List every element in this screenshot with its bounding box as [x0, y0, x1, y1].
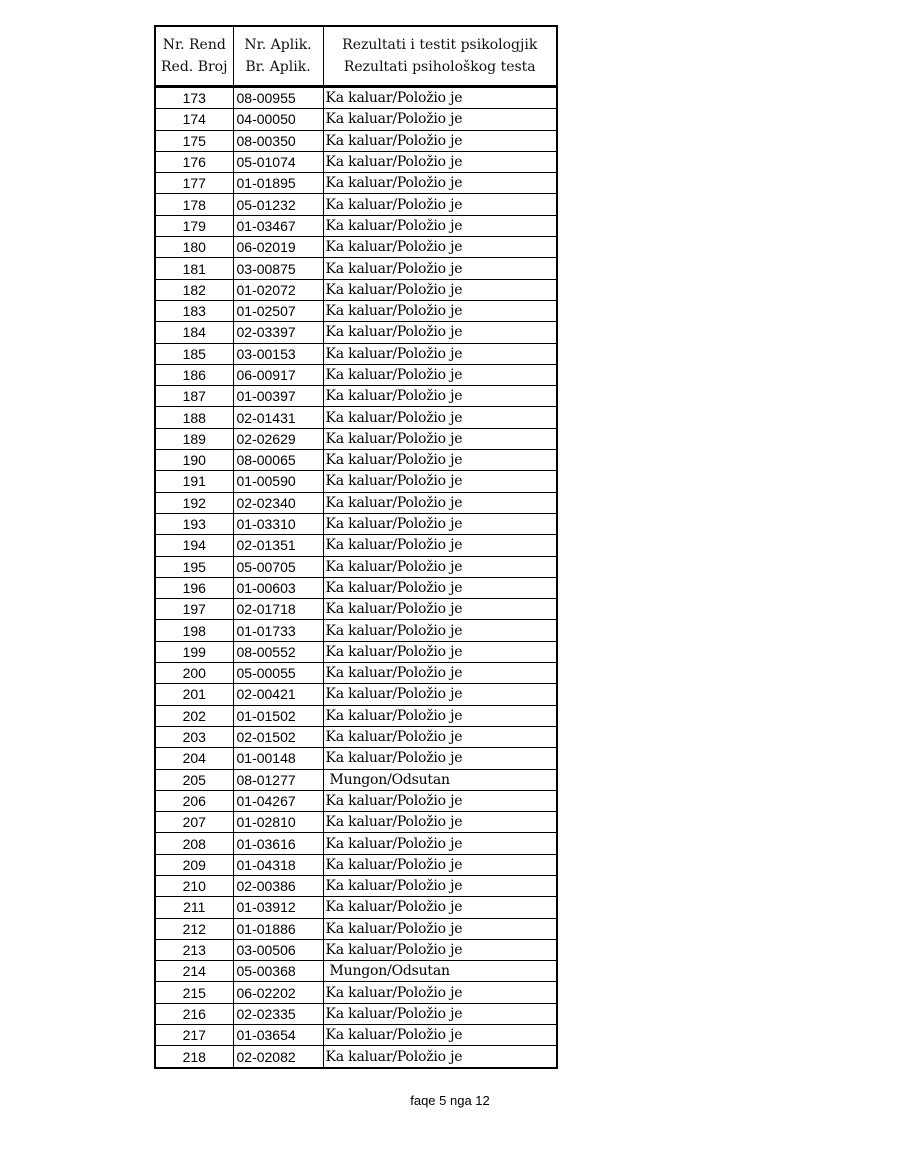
- table-row: [155, 833, 557, 854]
- test-result-cell: Ka kaluar/Položio je: [323, 386, 557, 407]
- test-result-cell: Ka kaluar/Položio je: [323, 854, 557, 875]
- application-number-cell: 02-02082: [233, 1046, 323, 1068]
- application-number-cell: 01-01502: [233, 705, 323, 726]
- row-number-cell: 180: [155, 237, 233, 258]
- row-number-cell: 176: [155, 151, 233, 172]
- test-result-cell: Mungon/Odsutan: [323, 769, 557, 790]
- application-number-cell: 08-00552: [233, 641, 323, 662]
- table-row: [155, 407, 557, 428]
- application-number-cell: 01-03616: [233, 833, 323, 854]
- application-number-cell: 02-02340: [233, 492, 323, 513]
- test-result-cell: Ka kaluar/Položio je: [323, 684, 557, 705]
- table-row: [155, 386, 557, 407]
- application-number-cell: 06-00917: [233, 364, 323, 385]
- row-number-cell: 218: [155, 1046, 233, 1068]
- test-result-cell: Ka kaluar/Položio je: [323, 577, 557, 598]
- table-row: [155, 961, 557, 982]
- table-row: [155, 343, 557, 364]
- table-row: [155, 109, 557, 130]
- test-result-cell: Ka kaluar/Položio je: [323, 875, 557, 896]
- table-row: [155, 1003, 557, 1024]
- test-result-cell: Ka kaluar/Položio je: [323, 918, 557, 939]
- table-row: [155, 875, 557, 896]
- application-number-cell: 01-00397: [233, 386, 323, 407]
- application-number-cell: 02-00421: [233, 684, 323, 705]
- test-result-cell: Ka kaluar/Položio je: [323, 939, 557, 960]
- table-row: [155, 258, 557, 279]
- application-number-cell: 01-04267: [233, 790, 323, 811]
- row-number-cell: 191: [155, 471, 233, 492]
- table-row: [155, 194, 557, 215]
- application-number-cell: 02-01502: [233, 726, 323, 747]
- application-number-cell: 08-01277: [233, 769, 323, 790]
- test-result-cell: Ka kaluar/Položio je: [323, 812, 557, 833]
- header-application-number-albanian: Nr. Aplik.: [244, 37, 312, 53]
- table-row: [155, 790, 557, 811]
- row-number-cell: 200: [155, 663, 233, 684]
- application-number-cell: 05-01074: [233, 151, 323, 172]
- application-number-cell: 01-01895: [233, 173, 323, 194]
- test-result-cell: Ka kaluar/Položio je: [323, 343, 557, 364]
- test-result-cell: Ka kaluar/Položio je: [323, 556, 557, 577]
- test-result-cell: Ka kaluar/Položio je: [323, 237, 557, 258]
- table-row: [155, 173, 557, 194]
- test-result-cell: Ka kaluar/Položio je: [323, 450, 557, 471]
- test-result-cell: Ka kaluar/Položio je: [323, 428, 557, 449]
- test-result-cell: Ka kaluar/Položio je: [323, 151, 557, 172]
- row-number-cell: 194: [155, 535, 233, 556]
- row-number-cell: 199: [155, 641, 233, 662]
- application-number-cell: 08-00350: [233, 130, 323, 151]
- test-result-cell: Ka kaluar/Položio je: [323, 748, 557, 769]
- table-row: [155, 556, 557, 577]
- row-number-cell: 186: [155, 364, 233, 385]
- application-number-cell: 02-01718: [233, 599, 323, 620]
- test-result-cell: Ka kaluar/Položio je: [323, 364, 557, 385]
- page-number: faqe 5 nga 12: [410, 1093, 490, 1108]
- header-test-result-serbian: Rezultati psihološkog testa: [343, 59, 536, 75]
- row-number-cell: 198: [155, 620, 233, 641]
- header-test-result-albanian: Rezultati i testit psikologjik: [342, 37, 538, 53]
- table-body: [155, 87, 557, 1068]
- header-row-number: [155, 26, 233, 87]
- application-number-cell: 03-00875: [233, 258, 323, 279]
- header-application-number-serbian: Br. Aplik.: [245, 59, 311, 75]
- row-number-cell: 182: [155, 279, 233, 300]
- row-number-cell: 193: [155, 513, 233, 534]
- test-result-cell: Ka kaluar/Položio je: [323, 258, 557, 279]
- test-result-cell: Ka kaluar/Položio je: [323, 641, 557, 662]
- table-row: [155, 748, 557, 769]
- table-row: [155, 854, 557, 875]
- application-number-cell: 01-04318: [233, 854, 323, 875]
- row-number-cell: 183: [155, 300, 233, 321]
- table-row: [155, 279, 557, 300]
- row-number-cell: 175: [155, 130, 233, 151]
- table-row: [155, 812, 557, 833]
- header-test-result: [323, 26, 557, 87]
- test-result-cell: Ka kaluar/Položio je: [323, 109, 557, 130]
- row-number-cell: 197: [155, 599, 233, 620]
- test-result-cell: Ka kaluar/Položio je: [323, 1025, 557, 1046]
- test-result-cell: Ka kaluar/Položio je: [323, 130, 557, 151]
- application-number-cell: 02-02629: [233, 428, 323, 449]
- application-number-cell: 01-02810: [233, 812, 323, 833]
- table-row: [155, 471, 557, 492]
- table-row: [155, 769, 557, 790]
- test-result-cell: Ka kaluar/Položio je: [323, 87, 557, 109]
- table-row: [155, 535, 557, 556]
- application-number-cell: 01-00148: [233, 748, 323, 769]
- application-number-cell: 01-03654: [233, 1025, 323, 1046]
- test-result-cell: Ka kaluar/Položio je: [323, 705, 557, 726]
- application-number-cell: 01-01886: [233, 918, 323, 939]
- test-result-cell: Ka kaluar/Položio je: [323, 535, 557, 556]
- table-row: [155, 663, 557, 684]
- test-result-cell: Ka kaluar/Položio je: [323, 1046, 557, 1068]
- test-result-cell: Ka kaluar/Položio je: [323, 1003, 557, 1024]
- row-number-cell: 187: [155, 386, 233, 407]
- row-number-cell: 207: [155, 812, 233, 833]
- row-number-cell: 213: [155, 939, 233, 960]
- test-result-cell: Ka kaluar/Položio je: [323, 620, 557, 641]
- table-row: [155, 364, 557, 385]
- test-result-cell: Ka kaluar/Položio je: [323, 407, 557, 428]
- table-row: [155, 684, 557, 705]
- application-number-cell: 08-00065: [233, 450, 323, 471]
- application-number-cell: 01-00590: [233, 471, 323, 492]
- test-result-cell: Ka kaluar/Položio je: [323, 322, 557, 343]
- application-number-cell: 03-00506: [233, 939, 323, 960]
- row-number-cell: 215: [155, 982, 233, 1003]
- results-table: [154, 25, 558, 1069]
- table-header: [155, 26, 557, 87]
- table-row: [155, 151, 557, 172]
- application-number-cell: 02-01351: [233, 535, 323, 556]
- row-number-cell: 177: [155, 173, 233, 194]
- test-result-cell: Ka kaluar/Položio je: [323, 492, 557, 513]
- test-result-cell: Mungon/Odsutan: [323, 961, 557, 982]
- row-number-cell: 195: [155, 556, 233, 577]
- table-row: [155, 599, 557, 620]
- row-number-cell: 201: [155, 684, 233, 705]
- row-number-cell: 217: [155, 1025, 233, 1046]
- header-row-number-serbian: Red. Broj: [161, 59, 228, 75]
- test-result-cell: Ka kaluar/Položio je: [323, 833, 557, 854]
- row-number-cell: 188: [155, 407, 233, 428]
- header-row-number-albanian: Nr. Rend: [162, 37, 226, 53]
- application-number-cell: 01-02507: [233, 300, 323, 321]
- table-row: [155, 130, 557, 151]
- application-number-cell: 01-01733: [233, 620, 323, 641]
- row-number-cell: 211: [155, 897, 233, 918]
- row-number-cell: 189: [155, 428, 233, 449]
- table-row: [155, 492, 557, 513]
- application-number-cell: 01-00603: [233, 577, 323, 598]
- row-number-cell: 208: [155, 833, 233, 854]
- application-number-cell: 05-00368: [233, 961, 323, 982]
- application-number-cell: 08-00955: [233, 87, 323, 109]
- application-number-cell: 03-00153: [233, 343, 323, 364]
- row-number-cell: 179: [155, 215, 233, 236]
- table-row: [155, 237, 557, 258]
- row-number-cell: 206: [155, 790, 233, 811]
- row-number-cell: 181: [155, 258, 233, 279]
- application-number-cell: 06-02019: [233, 237, 323, 258]
- table-row: [155, 1025, 557, 1046]
- row-number-cell: 173: [155, 87, 233, 109]
- application-number-cell: 05-00705: [233, 556, 323, 577]
- test-result-cell: Ka kaluar/Položio je: [323, 300, 557, 321]
- application-number-cell: 02-03397: [233, 322, 323, 343]
- row-number-cell: 190: [155, 450, 233, 471]
- test-result-cell: Ka kaluar/Položio je: [323, 599, 557, 620]
- row-number-cell: 209: [155, 854, 233, 875]
- row-number-cell: 210: [155, 875, 233, 896]
- table-row: [155, 726, 557, 747]
- table-row: [155, 641, 557, 662]
- table-row: [155, 918, 557, 939]
- test-result-cell: Ka kaluar/Položio je: [323, 982, 557, 1003]
- test-result-cell: Ka kaluar/Položio je: [323, 279, 557, 300]
- application-number-cell: 02-01431: [233, 407, 323, 428]
- table-row: [155, 322, 557, 343]
- test-result-cell: Ka kaluar/Položio je: [323, 897, 557, 918]
- table-row: [155, 982, 557, 1003]
- table-row: [155, 300, 557, 321]
- row-number-cell: 192: [155, 492, 233, 513]
- test-result-cell: Ka kaluar/Položio je: [323, 194, 557, 215]
- table-row: [155, 215, 557, 236]
- table-row: [155, 939, 557, 960]
- table-row: [155, 428, 557, 449]
- header-row: [155, 26, 557, 87]
- table-row: [155, 620, 557, 641]
- test-result-cell: Ka kaluar/Položio je: [323, 663, 557, 684]
- row-number-cell: 214: [155, 961, 233, 982]
- application-number-cell: 01-02072: [233, 279, 323, 300]
- table-row: [155, 87, 557, 109]
- header-application-number: [233, 26, 323, 87]
- application-number-cell: 01-03912: [233, 897, 323, 918]
- row-number-cell: 204: [155, 748, 233, 769]
- application-number-cell: 05-01232: [233, 194, 323, 215]
- row-number-cell: 202: [155, 705, 233, 726]
- test-result-cell: Ka kaluar/Položio je: [323, 790, 557, 811]
- test-result-cell: Ka kaluar/Položio je: [323, 215, 557, 236]
- table-row: [155, 1046, 557, 1068]
- test-result-cell: Ka kaluar/Položio je: [323, 513, 557, 534]
- row-number-cell: 203: [155, 726, 233, 747]
- row-number-cell: 196: [155, 577, 233, 598]
- application-number-cell: 06-02202: [233, 982, 323, 1003]
- application-number-cell: 04-00050: [233, 109, 323, 130]
- table-row: [155, 577, 557, 598]
- application-number-cell: 02-00386: [233, 875, 323, 896]
- row-number-cell: 178: [155, 194, 233, 215]
- row-number-cell: 184: [155, 322, 233, 343]
- row-number-cell: 205: [155, 769, 233, 790]
- row-number-cell: 216: [155, 1003, 233, 1024]
- test-result-cell: Ka kaluar/Položio je: [323, 726, 557, 747]
- test-result-cell: Ka kaluar/Položio je: [323, 471, 557, 492]
- table-row: [155, 450, 557, 471]
- application-number-cell: 05-00055: [233, 663, 323, 684]
- table-row: [155, 897, 557, 918]
- row-number-cell: 174: [155, 109, 233, 130]
- row-number-cell: 185: [155, 343, 233, 364]
- application-number-cell: 01-03467: [233, 215, 323, 236]
- application-number-cell: 02-02335: [233, 1003, 323, 1024]
- application-number-cell: 01-03310: [233, 513, 323, 534]
- table-row: [155, 705, 557, 726]
- test-result-cell: Ka kaluar/Položio je: [323, 173, 557, 194]
- row-number-cell: 212: [155, 918, 233, 939]
- table-row: [155, 513, 557, 534]
